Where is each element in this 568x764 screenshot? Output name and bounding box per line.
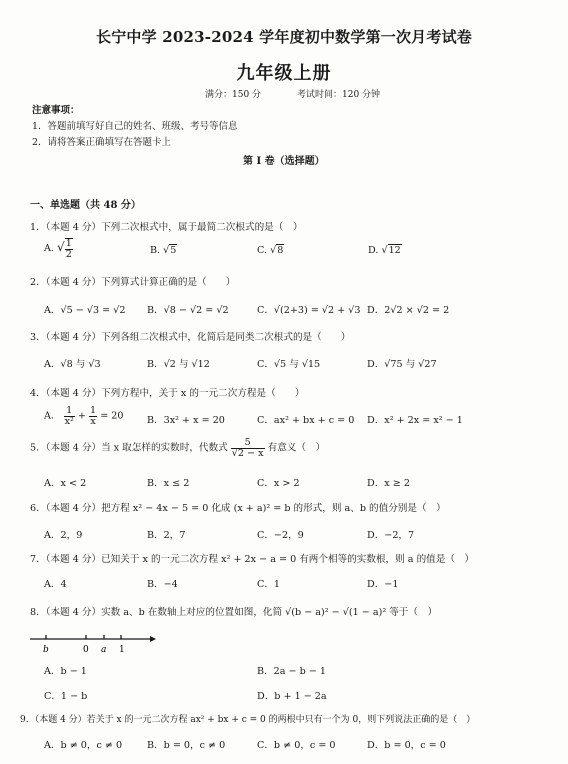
section-title: 一、单选题（共 48 分） — [30, 200, 141, 211]
score-info: 满分：150 分 — [205, 90, 262, 100]
fraction-denominator: 2 — [65, 248, 72, 260]
equation-rhs: = 20 — [100, 410, 124, 422]
question-4-option-c: C．ax² + bx + c = 0 — [257, 415, 355, 426]
question-8-option-c: C．1 − b — [44, 691, 88, 702]
question-5-option-d: D．x ≥ 2 — [367, 478, 410, 489]
time-info: 考试时间：120 分钟 — [297, 90, 381, 100]
question-6-option-d: D．−2，7 — [367, 530, 415, 541]
question-8-option-d: D．b + 1 − 2a — [257, 691, 327, 702]
question-4-stem: 4．（本题 4 分）下列方程中，关于 x 的一元二次方程是（ ） — [30, 388, 305, 399]
question-2-option-a: A．√5 − √3 = √2 — [44, 305, 126, 316]
question-1-option-c: C. √8 — [257, 245, 284, 256]
axis-label-b: b — [43, 645, 49, 655]
fraction-denominator: x — [90, 415, 96, 427]
question-9-option-b: B．b = 0，c ≠ 0 — [147, 740, 226, 751]
question-8-option-a: A．b − 1 — [44, 666, 87, 677]
number-line-figure — [28, 627, 156, 657]
question-2-stem: 2．（本题 4 分）下列算式计算正确的是（ ） — [30, 277, 236, 288]
question-3-stem: 3．（本题 4 分）下列各组二次根式中，化简后是同类二次根式的是（ ） — [30, 332, 351, 343]
fraction — [64, 406, 75, 426]
question-5-option-a: A．x < 2 — [44, 478, 87, 489]
question-4-option-b: B．3x² + x = 20 — [147, 415, 225, 426]
fraction-denominator: √2 − x — [231, 447, 264, 459]
question-9-option-a: A．b ≠ 0，c ≠ 0 — [44, 740, 123, 751]
question-8-stem: 8．（本题 4 分）实数 a、b 在数轴上对应的位置如图，化简 √(b − a)² − √(1 − a)² 等于（ ） — [30, 607, 438, 618]
question-5-option-b: B．x ≤ 2 — [147, 478, 190, 489]
fraction-numerator: 1 — [65, 238, 72, 249]
question-6-option-a: A．2，9 — [44, 530, 83, 541]
axis-label-one: 1 — [119, 645, 125, 655]
question-7-option-a: A．4 — [44, 579, 67, 590]
question-7-stem: 7．（本题 4 分）已知关于 x 的一元二次方程 x² + 2x − a = 0 有两个相等的实数根，则 a 的值是（ ） — [30, 554, 475, 565]
option-letter: A. — [44, 243, 54, 255]
stem-text: 有意义（ ） — [267, 442, 326, 454]
radicand: 5 — [170, 245, 177, 256]
volume-title: 第 I 卷（选择题） — [243, 156, 325, 167]
question-5-stem — [30, 438, 325, 458]
question-8-option-b: B．2a − b − 1 — [257, 666, 326, 677]
radicand: 12 — [388, 245, 401, 256]
fraction-denominator: x² — [64, 415, 74, 427]
radicand: 8 — [277, 245, 284, 256]
option-letter: B. — [150, 245, 161, 256]
question-9-option-c: C．b ≠ 0，c = 0 — [257, 740, 336, 751]
question-3-option-b: B．√2 与 √12 — [147, 359, 210, 370]
fraction-numerator: 5 — [231, 438, 265, 449]
fraction — [65, 238, 73, 259]
option-letter: C. — [257, 245, 268, 256]
fraction-numerator: 1 — [64, 406, 75, 417]
question-4-option-a — [44, 406, 124, 426]
question-3-option-c: C．√5 与 √15 — [257, 359, 321, 370]
question-9-stem: 9．（本题 4 分）若关于 x 的一元二次方程 ax² + bx + c = 0 的两根中只有一个为 0，则下列说法正确的是（ ） — [20, 715, 476, 725]
question-3-option-d: D．√75 与 √27 — [367, 359, 437, 370]
notice-heading: 注意事项： — [32, 105, 80, 116]
axis-label-a: a — [101, 645, 107, 655]
question-3-option-a: A．√8 与 √3 — [44, 359, 101, 370]
axis-label-zero: 0 — [83, 645, 89, 655]
question-2-option-c: C．√(2+3) = √2 + √3 — [257, 305, 361, 316]
question-7-option-b: B．−4 — [147, 579, 178, 590]
exam-title: 长宁中学 2023-2024 学年度初中数学第一次月考试卷 — [96, 28, 472, 46]
question-1-option-a: A. √ $\frac{1}{2}$ — [44, 238, 72, 260]
question-2-option-d: D．2√2 × √2 = 2 — [367, 305, 450, 316]
stem-text: 5．（本题 4 分）当 x 取怎样的实数时，代数式 — [30, 442, 228, 454]
question-5-option-c: C．x > 2 — [257, 478, 300, 489]
question-7-option-c: C．1 — [257, 579, 281, 590]
question-6-option-b: B．2，7 — [147, 530, 186, 541]
question-1-stem: 1．（本题 4 分）下列二次根式中，属于最简二次根式的是（ ） — [30, 222, 303, 233]
question-1-option-d: D. √12 — [368, 245, 401, 256]
notice-item: 2．请将答案正确填写在答题卡上 — [32, 137, 172, 148]
fraction — [231, 438, 265, 458]
question-6-option-c: C．−2，9 — [257, 530, 304, 541]
notice-item: 1．答题前填写好自己的姓名、班级、考号等信息 — [32, 121, 238, 132]
question-4-option-d: D．x² + 2x = x² − 1 — [367, 415, 463, 426]
plus-sign: + — [77, 410, 86, 422]
question-9-option-d: D．b = 0，c = 0 — [367, 740, 446, 751]
exam-subtitle: 九年级上册 — [236, 63, 332, 84]
question-6-stem: 6．（本题 4 分）把方程 x² − 4x − 5 = 0 化成 (x + a)² = b 的形式，则 a、b 的值分别是（ ） — [30, 503, 446, 514]
question-2-option-b: B．√8 − √2 = √2 — [147, 305, 229, 316]
fraction — [89, 406, 97, 426]
fraction-numerator: 1 — [90, 405, 97, 416]
question-1-option-b: B. √5 — [150, 245, 177, 256]
option-letter: A． — [44, 410, 61, 422]
option-letter: D. — [368, 245, 379, 256]
question-7-option-d: D．−1 — [367, 579, 399, 590]
